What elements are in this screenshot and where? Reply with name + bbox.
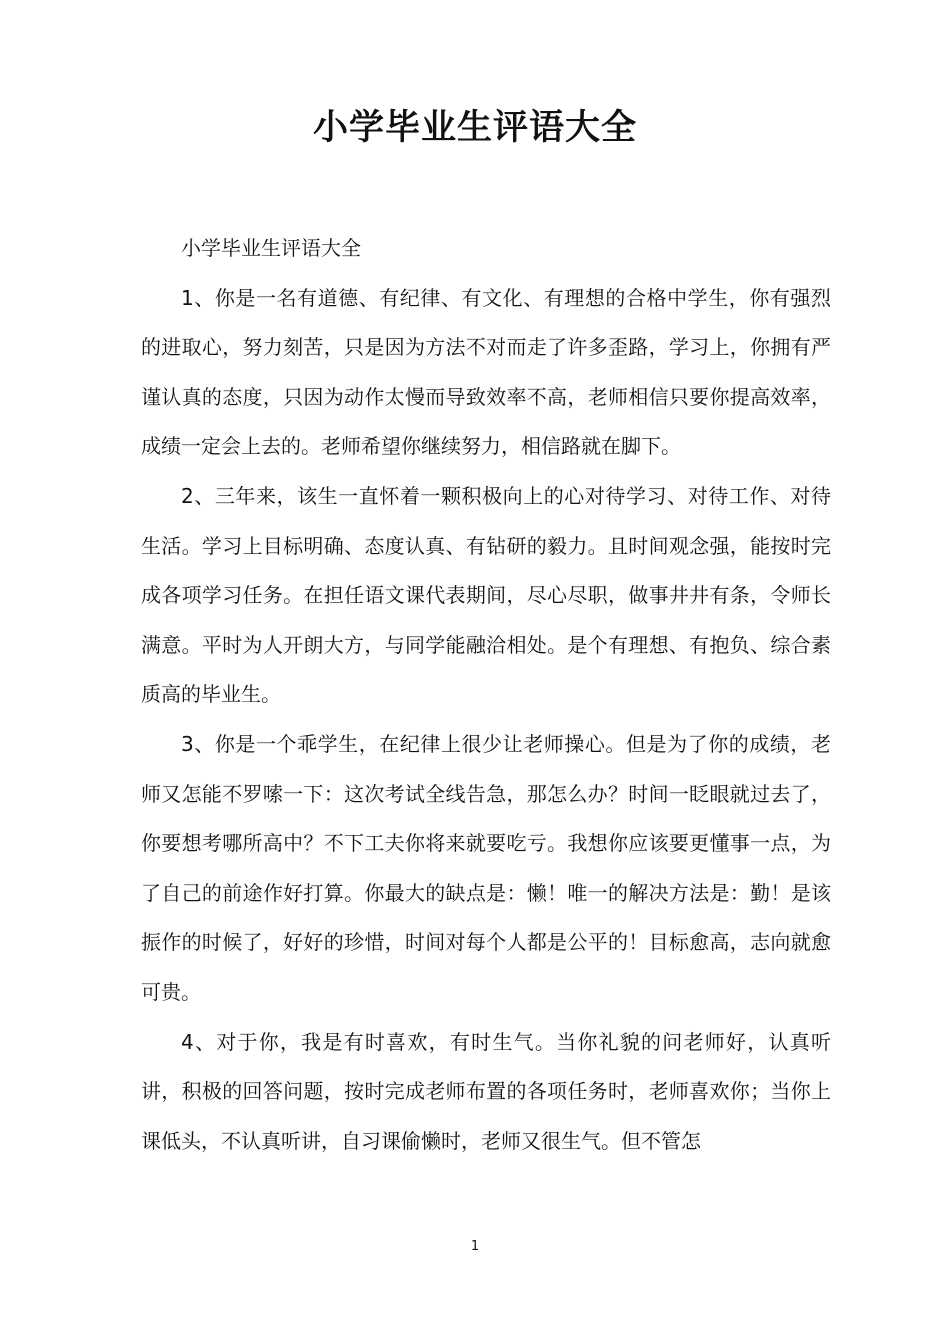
document-title: 小学毕业生评语大全 bbox=[312, 108, 637, 148]
paragraph-subtitle: 小学毕业生评语大全 bbox=[181, 236, 361, 260]
paragraph-comment-3: 3、你是一个乖学生，在纪律上很少让老师操心。但是为了你的成绩，老师又怎能不罗嗦一下：这次考试全线告急，那怎么办？时间一眨眼就过去了，你要想考哪所高中？不下工夫你将来就要吃亏。我想你应该要更懂事一点，为了自己的前途作好打算。你最大的缺点是：懒！唯一的解决方法是：勤！是该振作的时候了，好好的珍惜，时间对每个人都是公平的！目标愈高，志向就愈可贵。 bbox=[141, 731, 831, 1004]
page-number: 1 bbox=[470, 1239, 480, 1254]
document-body bbox=[141, 224, 831, 1166]
paragraph-comment-2: 2、三年来，该生一直怀着一颗积极向上的心对待学习、对待工作、对待生活。学习上目标明确、态度认真、有钻研的毅力。且时间观念强，能按时完成各项学习任务。在担任语文课代表期间，尽心尽职，做事井井有条，令师长满意。平时为人开朗大方，与同学能融洽相处。是个有理想、有抱负、综合素质高的毕业生。 bbox=[141, 483, 831, 707]
paragraph-comment-1: 1、你是一名有道德、有纪律、有文化、有理想的合格中学生，你有强烈的进取心，努力刻苦，只是因为方法不对而走了许多歪路，学习上，你拥有严谨认真的态度，只因为动作太慢而导致效率不高，老师相信只要你提高效率，成绩一定会上去的。老师希望你继续努力，相信路就在脚下。 bbox=[141, 285, 831, 459]
paragraph-comment-4: 4、对于你，我是有时喜欢，有时生气。当你礼貌的问老师好，认真听讲，积极的回答问题，按时完成老师布置的各项任务时，老师喜欢你；当你上课低头，不认真听讲，自习课偷懒时，老师又很生气。但不管怎 bbox=[141, 1029, 831, 1153]
